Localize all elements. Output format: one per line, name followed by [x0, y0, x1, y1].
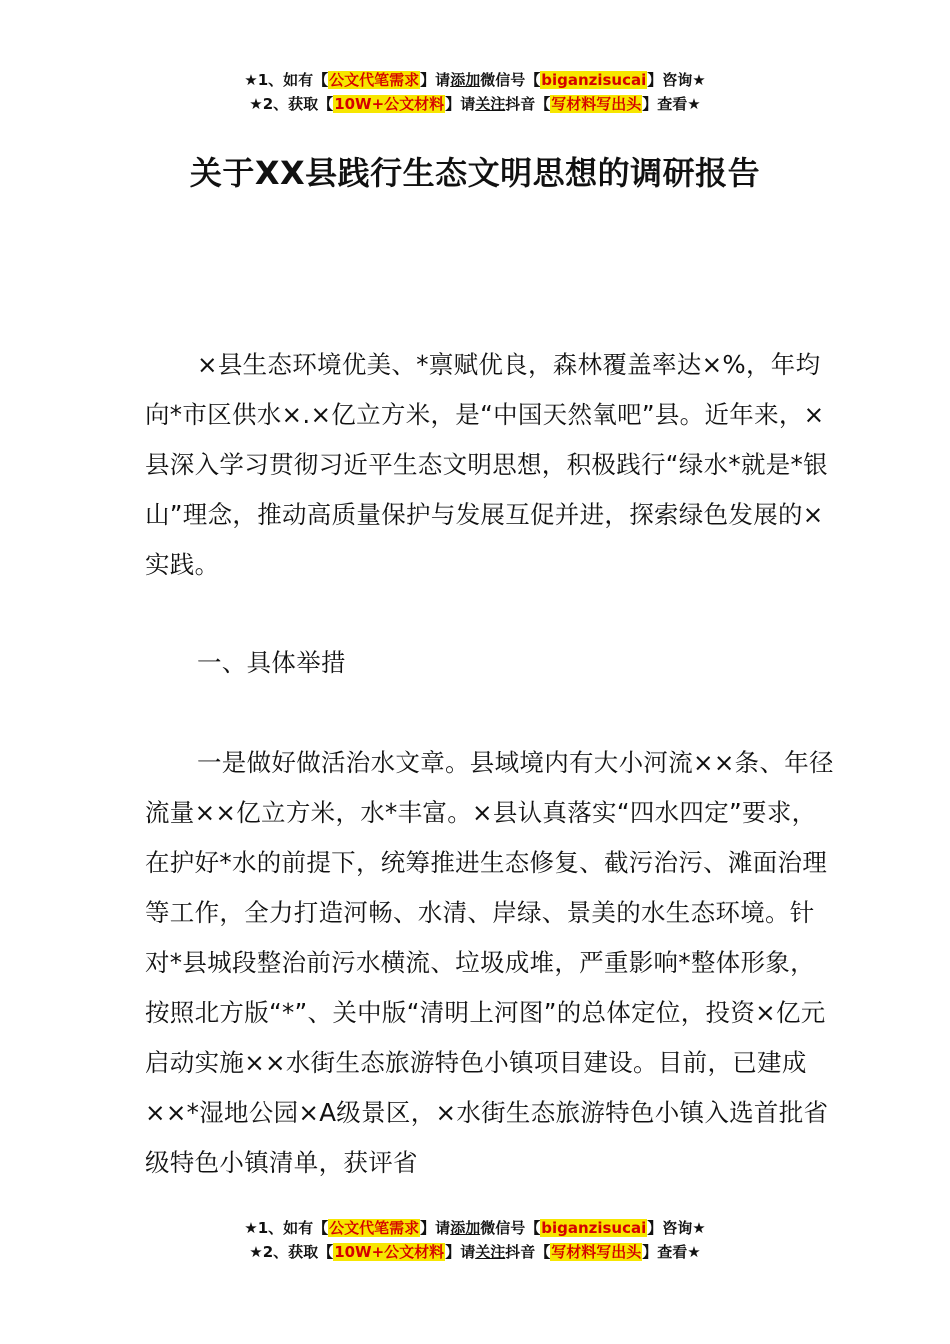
banner-line-2: ★2、获取【10W+公文材料】请关注抖音【写材料写出头】查看★ — [249, 1243, 701, 1261]
highlight-materials: 10W+公文材料 — [334, 1243, 445, 1261]
highlight-service: 公文代笔需求 — [329, 1219, 420, 1237]
paragraph-measures: 一是做好做活治水文章。县域境内有大小河流××条、年径流量××亿立方米，水*丰富。×县认真落实“四水四定”要求，在护好*水的前提下，统筹推进生态修复、截污治污、滩面治理等工作，全力打造河畅、水清、岸绿、景美的水生态环境。针对*县城段整治前污水横流、垃圾成堆，严重影响*整体形象，按照北方版“*”、关中版“清明上河图”的总体定位，投资×亿元启动实施××水街生态旅游特色小镇项目建设。目前，已建成××*湿地公园×A级景区，×水街生态旅游特色小镇入选首批省级特色小镇清单，获评省 — [145, 748, 834, 1177]
highlight-douyin-account: 写材料写出头 — [551, 1243, 642, 1261]
highlight-wechat-id: biganzisucai — [541, 1219, 647, 1237]
banner-line-1: ★1、如有【公文代笔需求】请添加微信号【biganzisucai】咨询★ — [244, 1219, 706, 1237]
highlight-materials: 10W+公文材料 — [334, 95, 445, 113]
section-heading: 一、具体举措 — [197, 648, 346, 677]
document-title: 关于XX县践行生态文明思想的调研报告 — [189, 154, 761, 192]
banner-line-1: ★1、如有【公文代笔需求】请添加微信号【biganzisucai】咨询★ — [244, 71, 706, 89]
footer-banner — [0, 1216, 950, 1264]
paragraph-intro: ×县生态环境优美、*禀赋优良，森林覆盖率达×%，年均向*市区供水×.×亿立方米，是“中国天然氧吧”县。近年来，×县深入学习贯彻习近平生态文明思想，积极践行“绿水*就是*银山”理念，推动高质量保护与发展互促并进，探索绿色发展的×实践。 — [145, 350, 828, 579]
highlight-wechat-id: biganzisucai — [541, 71, 647, 89]
header-banner — [0, 68, 950, 116]
highlight-douyin-account: 写材料写出头 — [551, 95, 642, 113]
banner-line-2: ★2、获取【10W+公文材料】请关注抖音【写材料写出头】查看★ — [249, 95, 701, 113]
highlight-service: 公文代笔需求 — [329, 71, 420, 89]
